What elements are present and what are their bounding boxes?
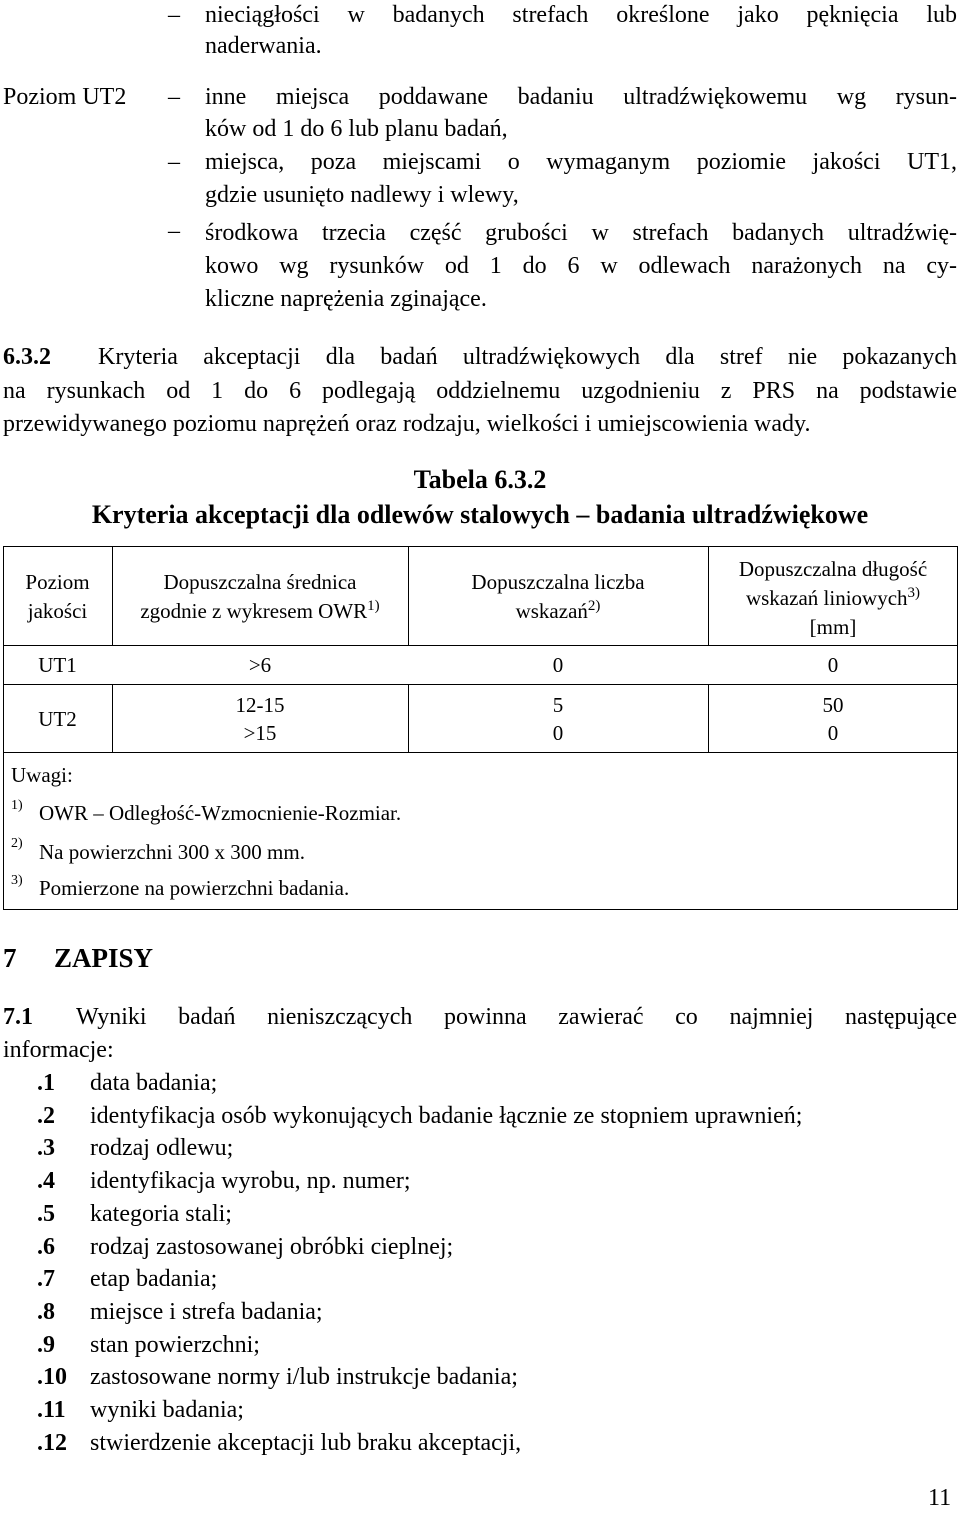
- header-count-l2: [408, 597, 708, 625]
- dash-bullet: –: [168, 149, 180, 175]
- list-item-number: .3: [37, 1135, 55, 1161]
- list-item-number: .9: [37, 1332, 55, 1358]
- note-1-text: OWR – Odległość-Wzmocnienie-Rozmiar.: [39, 801, 402, 825]
- header-length-l3: [mm]: [809, 615, 857, 639]
- bullet-3-line-2: kowo wg rysunków od 1 do 6 w odlewach narażonych na cy-: [205, 253, 957, 279]
- para-7-1-line-1: Wyniki badań nieniszczących powinna zawierać co najmniej następujące: [76, 1004, 957, 1030]
- list-item-number: .1: [37, 1070, 55, 1096]
- list-item-text: rodzaj zastosowanej obróbki cieplnej;: [90, 1234, 454, 1260]
- bullet-1-line-2: ków od 1 do 6 lub planu badań,: [205, 116, 508, 142]
- list-item-text: zastosowane normy i/lub instrukcje badania;: [90, 1364, 518, 1390]
- list-item-text: wyniki badania;: [90, 1397, 244, 1423]
- list-item-text: identyfikacja wyrobu, np. numer;: [90, 1168, 411, 1194]
- footnote-ref: 2): [587, 598, 601, 614]
- bullet-3-line-1: środkowa trzecia część grubości w strefach badanych ultradźwię-: [205, 220, 957, 246]
- row-divider: [3, 684, 958, 685]
- note-3-sup: 3): [11, 873, 23, 888]
- list-item-number: .7: [37, 1266, 55, 1292]
- bullet-1-line-1: inne miejsca poddawane badaniu ultradźwiękowemu wg rysun-: [205, 84, 957, 110]
- para-7-1-line-2: informacje:: [3, 1037, 114, 1063]
- bullet-2-line-2: gdzie usunięto nadlewy i wlewy,: [205, 182, 519, 208]
- page-number: 11: [928, 1485, 952, 1511]
- header-count-text: wskazań: [515, 599, 588, 623]
- list-item-text: stwierdzenie akceptacji lub braku akceptacji,: [90, 1430, 522, 1456]
- list-item-text: miejsce i strefa badania;: [90, 1299, 323, 1325]
- intro-line-1: nieciągłości w badanych strefach określone jako pęknięcia lub: [205, 2, 957, 28]
- section-7-title: ZAPISY: [54, 943, 154, 973]
- paragraph-line-2: na rysunkach od 1 do 6 podlegają oddzielnemu uzgodnieniu z PRS na podstawie: [3, 378, 957, 404]
- list-item-number: .4: [37, 1168, 55, 1194]
- header-length-l2: [708, 584, 958, 612]
- list-item-number: .10: [37, 1364, 67, 1390]
- footnote-ref: 1): [367, 598, 380, 614]
- list-item-number: .6: [37, 1234, 55, 1260]
- section-number: 6.3.2: [3, 344, 51, 370]
- row-ut1-level: UT1: [38, 653, 77, 677]
- note-1-sup: 1): [11, 798, 23, 813]
- note-2-text: Na powierzchni 300 x 300 mm.: [39, 840, 305, 864]
- list-item-text: etap badania;: [90, 1266, 218, 1292]
- list-item-number: .11: [37, 1397, 66, 1423]
- para-7-1-number: 7.1: [3, 1004, 33, 1030]
- list-item-number: .2: [37, 1103, 55, 1129]
- list-item-text: kategoria stali;: [90, 1201, 232, 1227]
- table-title: Kryteria akceptacji dla odlewów stalowych – badania ultradźwiękowe: [91, 500, 869, 529]
- dash-bullet: –: [168, 218, 180, 244]
- list-item-number: .5: [37, 1201, 55, 1227]
- paragraph-line-1: Kryteria akceptacji dla badań ultradźwiękowych dla stref nie pokazanych: [98, 344, 957, 370]
- row-divider: [3, 752, 958, 753]
- row-ut2-length-b: 0: [827, 721, 839, 745]
- row-ut1-length: 0: [827, 653, 839, 677]
- header-diameter-text: zgodnie z wykresem OWR: [140, 599, 368, 623]
- header-diameter-l2: [112, 597, 408, 625]
- dash-bullet: –: [168, 84, 180, 110]
- ut2-level-label: Poziom UT2: [3, 84, 127, 110]
- dash-bullet: –: [168, 2, 180, 28]
- intro-line-2: naderwania.: [205, 33, 322, 59]
- row-ut2-diameter-a: 12-15: [235, 693, 285, 717]
- row-ut2-length-a: 50: [822, 693, 844, 717]
- header-count-l1: Dopuszczalna liczba: [471, 570, 645, 594]
- list-item-text: stan powierzchni;: [90, 1332, 260, 1358]
- bullet-2-line-1: miejsca, poza miejscami o wymaganym poziomie jakości UT1,: [205, 149, 957, 175]
- header-length-text: wskazań liniowych: [745, 586, 908, 610]
- row-ut2-level: UT2: [38, 707, 77, 731]
- row-ut1-diameter: >6: [248, 653, 272, 677]
- bullet-3-line-3: kliczne naprężenia zginające.: [205, 286, 487, 312]
- note-3-text: Pomierzone na powierzchni badania.: [39, 876, 350, 900]
- paragraph-line-3: przewidywanego poziomu naprężeń oraz rodzaju, wielkości i umiejscowienia wady.: [3, 411, 811, 437]
- header-level-l2: jakości: [27, 599, 88, 623]
- list-item-number: .12: [37, 1430, 67, 1456]
- row-ut2-diameter-b: >15: [243, 721, 277, 745]
- header-diameter-l1: Dopuszczalna średnica: [163, 570, 357, 594]
- header-length-l1: Dopuszczalna długość: [738, 557, 928, 581]
- list-item-number: .8: [37, 1299, 55, 1325]
- list-item-text: data badania;: [90, 1070, 218, 1096]
- list-item-text: rodzaj odlewu;: [90, 1135, 234, 1161]
- footnote-ref: 3): [907, 585, 921, 601]
- notes-label: Uwagi:: [11, 763, 73, 787]
- row-ut2-count-b: 0: [552, 721, 564, 745]
- section-7-number: 7: [3, 943, 17, 973]
- header-level-l1: Poziom: [25, 570, 90, 594]
- table-caption: Tabela 6.3.2: [413, 465, 547, 494]
- row-ut1-count: 0: [552, 653, 564, 677]
- row-divider: [3, 645, 958, 646]
- list-item-text: identyfikacja osób wykonujących badanie łącznie ze stopniem uprawnień;: [90, 1103, 803, 1129]
- note-2-sup: 2): [11, 836, 23, 851]
- row-ut2-count-a: 5: [552, 693, 564, 717]
